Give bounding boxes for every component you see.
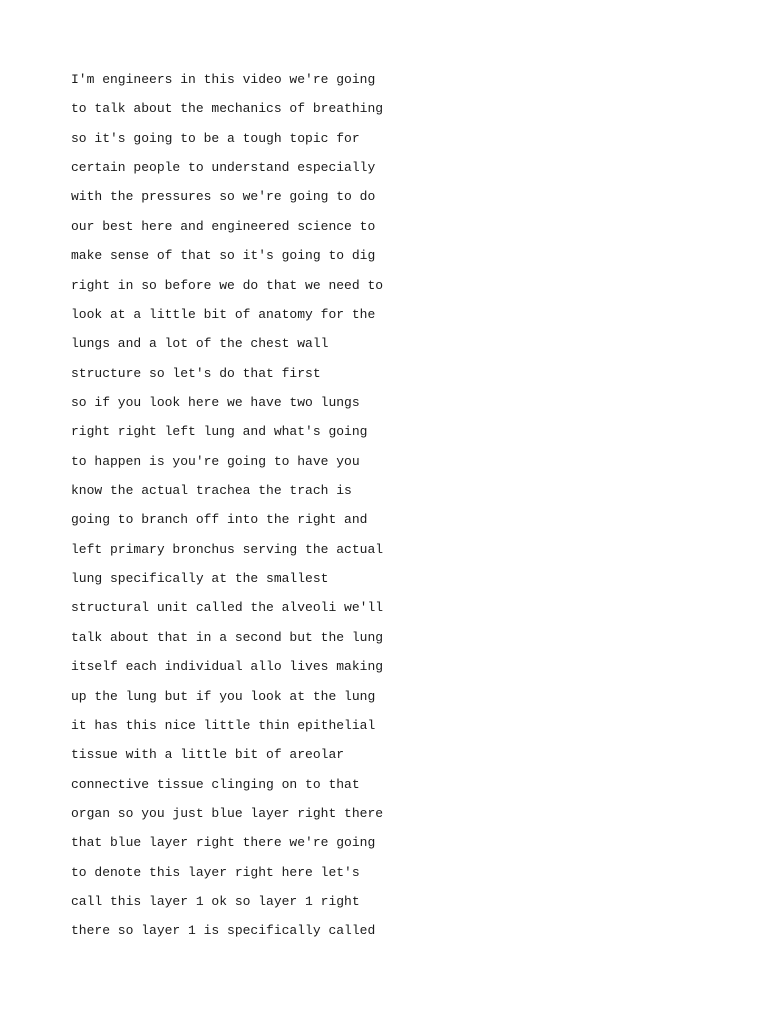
text-line: left primary bronchus serving the actual (71, 541, 384, 557)
text-line: call this layer 1 ok so layer 1 right (71, 894, 360, 910)
text-line: lung specifically at the smallest (71, 571, 329, 587)
text-line: it has this nice little thin epithelial (71, 717, 376, 733)
text-line: up the lung but if you look at the lung (71, 688, 376, 704)
text-line: lungs and a lot of the chest wall (71, 336, 329, 352)
text-line: with the pressures so we're going to do (71, 189, 376, 205)
text-line: going to branch off into the right and (71, 512, 368, 528)
text-line: connective tissue clinging on to that (71, 776, 360, 792)
text-line: to denote this layer right here let's (71, 864, 360, 880)
text-line: certain people to understand especially (71, 160, 376, 176)
text-line: I'm engineers in this video we're going (71, 72, 376, 87)
text-line: our best here and engineered science to (71, 218, 376, 234)
text-line: tissue with a little bit of areolar (71, 747, 345, 763)
text-line: to talk about the mechanics of breathing (71, 101, 384, 117)
transcript-page (71, 70, 731, 951)
text-line: structure so let's do that first (71, 365, 321, 381)
text-line: so if you look here we have two lungs (71, 394, 360, 410)
text-line: right in so before we do that we need to (71, 277, 384, 293)
text-line: itself each individual allo lives making (71, 659, 384, 675)
text-line: look at a little bit of anatomy for the (71, 306, 376, 322)
text-line: make sense of that so it's going to dig (71, 248, 376, 264)
text-line: organ so you just blue layer right there (71, 805, 384, 821)
text-line: that blue layer right there we're going (71, 835, 376, 851)
text-line: to happen is you're going to have you (71, 453, 360, 469)
text-line: structural unit called the alveoli we'll (71, 600, 384, 616)
text-line: so it's going to be a tough topic for (71, 130, 360, 146)
text-line: right right left lung and what's going (71, 424, 368, 440)
text-line: there so layer 1 is specifically called (71, 923, 376, 939)
text-line: talk about that in a second but the lung (71, 629, 384, 645)
text-line: know the actual trachea the trach is (71, 483, 352, 499)
